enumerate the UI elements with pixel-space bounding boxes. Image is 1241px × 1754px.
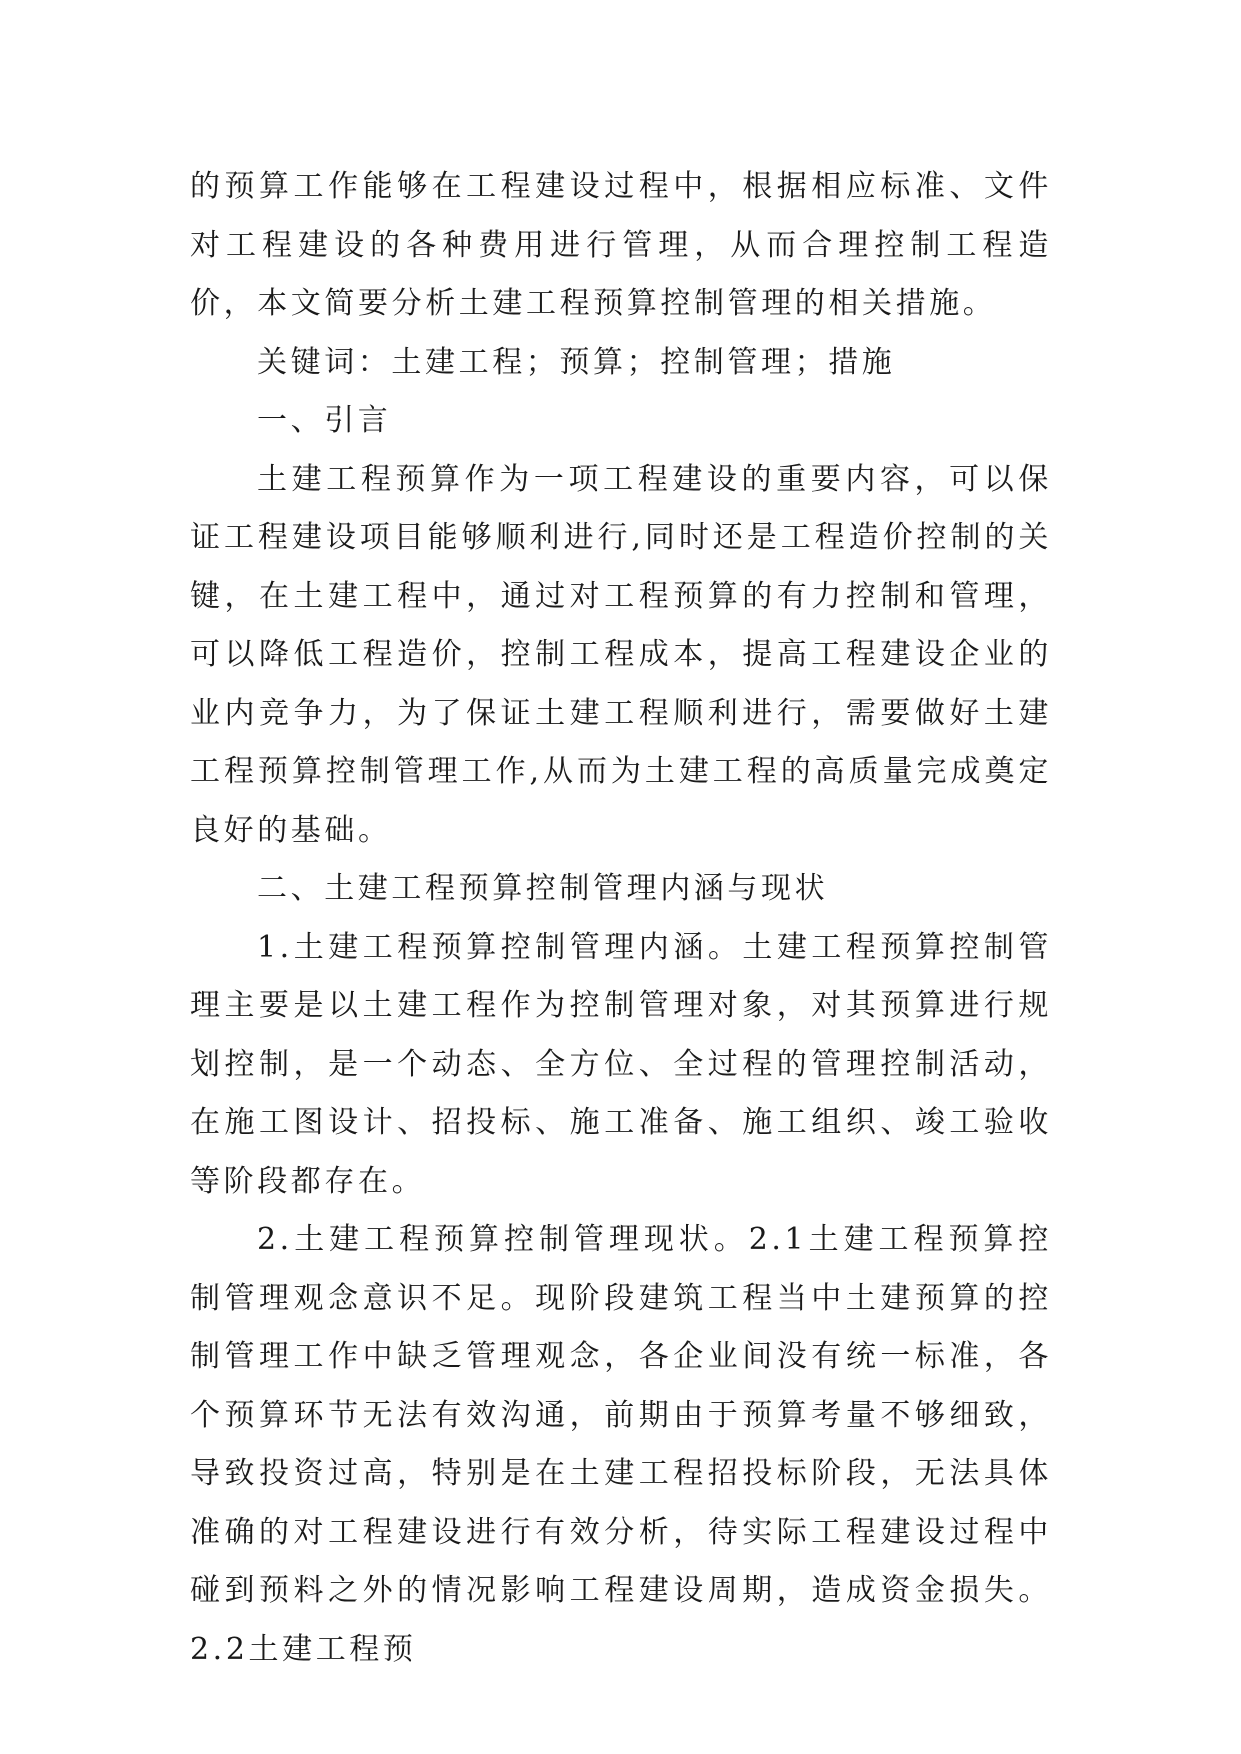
- section-heading-introduction: 一、引言: [257, 403, 392, 438]
- keywords-line: 关键词：土建工程；预算；控制管理；措施: [257, 344, 896, 380]
- paragraph-connotation: 1.土建工程预算控制管理内涵。土建工程预算控制管理主要是以土建工程作为控制管理对象，对其预算进行规划控制，是一个动态、全方位、全过程的管理控制活动，在施工图设计、招投标、施工准备、施工组织、竣工验收等阶段都存在。: [190, 929, 1052, 1199]
- paragraph-introduction: 土建工程预算作为一项工程建设的重要内容，可以保证工程建设项目能够顺利进行,同时还是工程造价控制的关键，在土建工程中，通过对工程预算的有力控制和管理，可以降低工程造价，控制工程成本，提高工程建设企业的业内竞争力，为了保证土建工程顺利进行，需要做好土建工程预算控制管理工作,从而为土建工程的高质量完成奠定良好的基础。: [190, 461, 1052, 848]
- document-page: [190, 158, 1052, 1679]
- paragraph-abstract-continued: 的预算工作能够在工程建设过程中，根据相应标准、文件对工程建设的各种费用进行管理，从而合理控制工程造价，本文简要分析土建工程预算控制管理的相关措施。: [190, 169, 1052, 321]
- section-heading-connotation-status: 二、土建工程预算控制管理内涵与现状: [257, 871, 829, 906]
- paragraph-current-status: 2.土建工程预算控制管理现状。2.1土建工程预算控制管理观念意识不足。现阶段建筑工程当中土建预算的控制管理工作中缺乏管理观念，各企业间没有统一标准，各个预算环节无法有效沟通，前期由于预算考量不够细致，导致投资过高，特别是在土建工程招投标阶段，无法具体准确的对工程建设进行有效分析，待实际工程建设过程中碰到预料之外的情况影响工程建设周期，造成资金损失。2.2土建工程预: [190, 1222, 1052, 1667]
